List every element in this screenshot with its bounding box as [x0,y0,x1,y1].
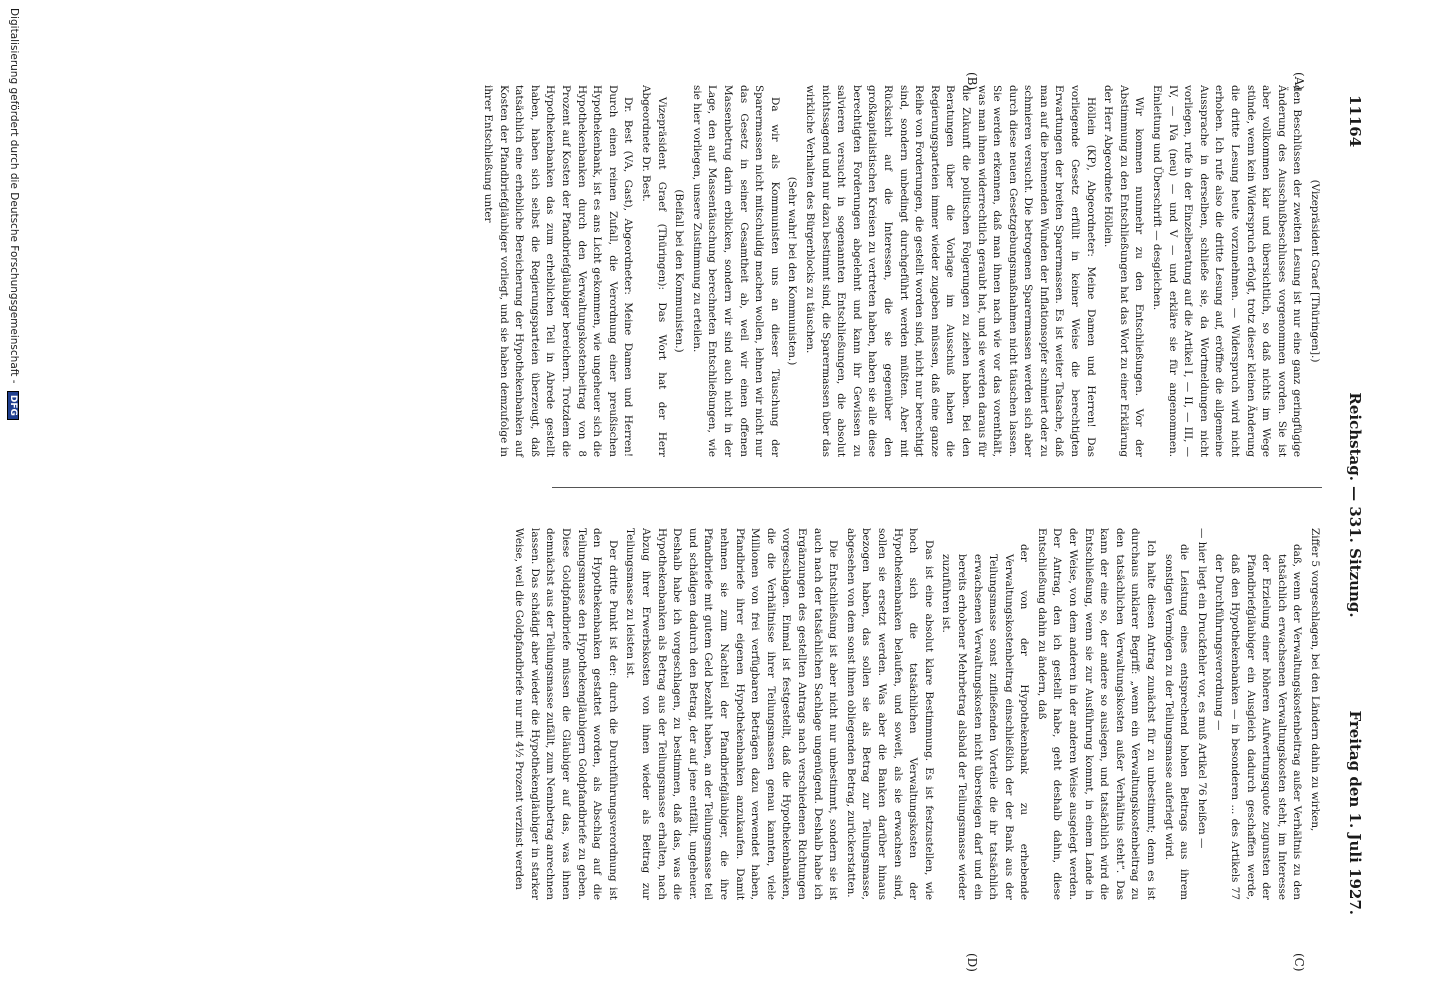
paragraph: Höllein (KP), Abgeordneter: Meine Damen und Herren! Das vorliegende Gesetz erfüllt in keiner Weise die berechtigten Erwartungen der breiten Sparermassen. Es ist weiter Tatsache, daß man auf die brennenden Wunden der Inflationsopfer schmiert oder zu schmieren versucht. Die betrogenen Sparermassen werden sich aber durch diese neuen Gesetzgebungsmaßnahmen nicht täuschen lassen. Sie werden erkennen, daß man ihnen nach wie vor das vorenthält, was man ihnen widerrechtlich geraubt hat, und sie werden daraus für die Zukunft die politischen Folgerungen zu ziehen haben. Bei den Beratungen über die Vorlage im Ausschuß haben die Regierungsparteien immer wieder zugeben müssen, daß eine ganze Reihe von Forderungen, die gestellt worden sind, nicht nur berechtigt sind, sondern unbedingt durchgeführt werden müßten. Aber mit Rücksicht auf die Interessen, die sie gegenüber den großkapitalistischen Kreisen zu vertreten haben, haben sie alle diese berechtigten Forderungen abgelehnt und kann ihr Gewissen zu salvieren versucht in sogenannten Entschließungen, die absolut nichtssagend und nur dazu bestimmt sind, die Sparermassen über das wirkliche Verhalten des Bürgerblocks zu täuschen. [804,85,1097,458]
paragraph: Die Entschließung ist aber nicht nur unbestimmt, sondern sie ist auch nach der tatsächlichen Sachlage ungenügend. Deshalb habe ich Ergänzungen des gestellten Antrags nach verschiedenen Richtungen vorgeschlagen. Einmal ist festgestellt, daß die Hypothekenbanken, die die Verhältnisse ihrer Teilungsmassen genau kannten, viele Millionen von frei verfügbaren Beträgen dazu verwendet haben, Pfandbriefe ihrer eigenen Hypothekenbanken anzukaufen. Damit nehmen sie zum Nachteil der Pfandbriefgläubiger, die ihre Pfandbriefe mit gutem Geld bezahlt haben, an der Teilungsmasse teil und schädigen dadurch den Betrag, der auf jene entfällt, ungeheuer. Deshalb habe ich vorgeschlagen, zu bestimmen, daß das, was die Hypothekenbanken als Betrag aus der Teilungsmasse erhalten, nach Abzug ihrer Erwerbskosten von ihnen wieder als Beitrag zur Teilungsmasse zu leisten ist. [624,528,840,900]
quoted-motion: die Leistung eines entsprechend hohen Beitrags aus ihrem sonstigen Vermögen zu der Teilungsmasse auferlegt wird. [1162,544,1191,900]
paragraph: Wir kommen nunmehr zu den Entschließungen. Vor der Abstimmung zu den Entschließungen hat das Wort zu einer Erklärung der Herr Abgeordnete Höllein. [1102,85,1146,457]
paragraph: Ziffer 5 vorgeschlagen, bei den Ländern dahin zu wirken, [1309,528,1321,832]
left-column [482,85,1322,458]
paragraph: den Beschlüssen der zweiten Lesung ist nur eine ganz geringfügige Änderung des Ausschußbeschlusses vorgenommen worden. Sie ist aber vollkommen klar und übersichtlich, so daß nichts im Wege stünde, wenn kein Widerspruch erfolgt, trotz dieser kleinen Änderung die dritte Lesung heute vorzunehmen. — Widerspruch wird nicht erhoben. Ich rufe also die dritte Lesung auf, eröffne die allgemeine Aussprache in derselben, schließe sie, da Wortmeldungen nicht vorliegen, rufe in der Einzelberatung auf die Artikel I, — II, — III, — IV, — IVa (neu) — und V — und erkläre sie für angenommen. Einleitung und Überschrift — desgleichen. [1151,85,1304,457]
header-title: Reichstag. — 331. Sitzung. [1346,392,1364,618]
right-column [492,528,1322,900]
page-number: 11164 [1346,95,1364,148]
footer-text: Digitalisierung gefördert durch die Deutsche Forschungsgemeinschaft - [8,8,20,384]
margin-mark-c: (C) [1292,953,1306,972]
margin-mark-d: (D) [965,953,979,972]
quoted-motion: daß, wenn der Verwaltungskostenbeitrag außer Verhältnis zu den tatsächlich erwachsenen Verwaltungskosten steht, im Interesse der Erzielung einer höheren Aufwertungsquote zugunsten der Pfandbriefgläubiger ein Ausgleich dadurch geschaffen werde, daß den Hypothekenbanken — in besonderen ... des Artikels 77 der Durchführungsverordnung — [1213,544,1304,900]
paragraph: — hier liegt ein Druckfehler vor, es muß Artikel 76 heißen — [1195,528,1208,849]
paragraph: Dr. Best (VA, Gast), Abgeordneter: Meine Damen und Herren! Durch einen reinen Zufall, die Verordnung einer preußischen Hypothekenbank, ist es ans Licht gekommen, wie ungeheuer sich die Hypothekenbanken durch den Verwaltungskostenbeitrag von 8 Prozent auf Kosten der Pfandbriefgläubiger bereichern. Trotzdem die Hypothekenbanken das zum erheblichen Teil in Abrede gestellt haben, haben sich selbst die Regierungsparteien überzeugt, daß tatsächlich eine erhebliche Bereicherung der Hypothekenbanken auf Kosten der Pfandbriefgläubiger vorliegt, und sie haben demzufolge in ihrer Entschließung unter [482,85,635,457]
margin-mark-a: (A) [1292,72,1306,91]
interjection: (Beifall bei den Kommunisten.) [673,189,686,353]
paragraph: (Vizepräsident Graef [Thüringen].) [1309,179,1321,363]
dfg-logo: DFG [7,391,19,420]
digitization-footer [2,0,20,1000]
paragraph: Der dritte Punkt ist der: durch die Durchführungsverordnung ist den Hypothekenbanken gestattet worden, als Abschlag auf die Teilungsmasse den Hypothekengläubigern Goldpfandbriefe zu geben. Diese Goldpfandbriefe müssen die Gläubiger auf das, was ihnen demnächst aus der Teilungsmasse zufällt, zum Nennbetrag anrechnen lassen. Das schädigt aber wieder die Hypothekengläubiger in starker Weise, weil die Goldpfandbriefe nur mit 4½ Prozent verzinst werden [513,528,619,900]
page-header [1338,95,1364,915]
paragraph: Da wir als Kommunisten uns an dieser Täuschung der Sparermassen nicht mitschuldig machen wollen, lehnen wir nicht nur das Gesetz in seiner Gesamtheit ab, weil wir einen offenen Massenbetrug darin erblicken, sondern wir sind auch nicht in der Lage, den auf Massentäuschung berechneten Entschließungen, wie sie hier vorliegen, unsere Zustimmung zu erteilen. [690,85,781,457]
paragraph: Vizepräsident Graef (Thüringen): Das Wort hat der Herr Abgeordnete Dr. Best. [640,85,668,457]
interjection: (Sehr wahr! bei den Kommunisten.) [786,176,799,366]
margin-mark-b: (B) [965,72,979,91]
column-divider [552,487,1322,488]
paragraph: Ich halte diesen Antrag zunächst für zu unbestimmt; denn es ist durchaus unklarer Begriff: „wenn ein Verwaltungskostenbeitrag zu den tatsächlichen Verwaltungskosten außer Verhältnis steht“. Das kann der eine so, der andere so auslegen, und tatsächlich wird die Entschließung, wenn sie zur Ausführung kommt, in einem Lande in der Weise, von dem anderen in der anderen Weise ausgelegt werden. Der Antrag, den ich gestellt habe, geht deshalb dahin, diese Entschließung dahin zu ändern, daß [1035,528,1158,900]
quoted-motion: der von der Hypothekenbank zu erhebende Verwaltungskostenbeitrag einschließlich der der Bank aus der Teilungsmasse sonst zufließenden Vorteile die ihr tatsächlich erwachsenen Verwaltungskosten nicht übersteigen darf und ein bereits erhobener Mehrbetrag alsbald der Teilungsmasse wieder zuzuführen ist. [940,544,1031,900]
header-date: Freitag den 1. Juli 1927. [1346,710,1364,915]
paragraph: Das ist eine absolut klare Bestimmung. Es ist festzustellen, wie hoch sich die tatsächlichen Verwaltungskosten der Hypothekenbanken belaufen, und soweit, als sie erwachsen sind, sollen sie ersetzt werden. Was aber die Banken darüber hinaus bezogen haben, das sollen sie als Betrag zur Teilungsmasse, abgesehen von dem sonst ihnen obliegenden Betrag, zurückerstatten. [844,528,935,900]
